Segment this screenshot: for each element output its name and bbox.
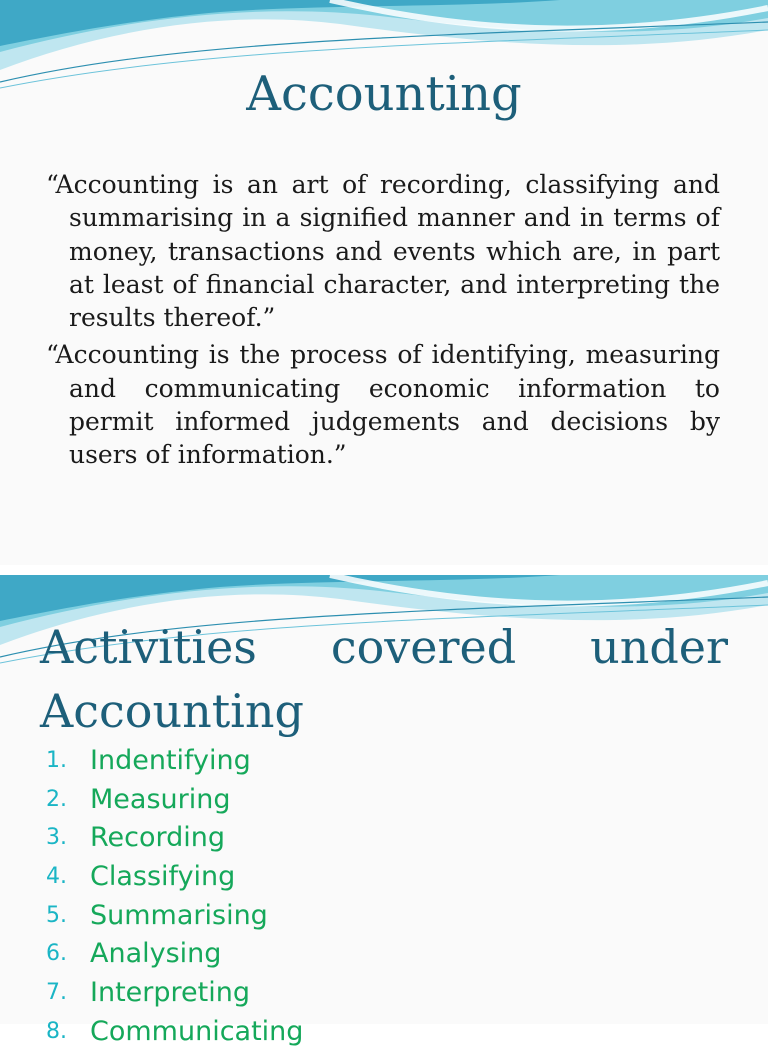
list-label: Interpreting [90, 976, 250, 1008]
definition-paragraph: “Accounting is the process of identifying, measuring and communicating economic information to permit informed judgements and decisions by users of information.” [46, 340, 720, 470]
list-label: Measuring [90, 783, 231, 815]
definition-body [46, 168, 720, 476]
list-item [46, 818, 746, 857]
list-label: Recording [90, 822, 226, 854]
list-label: Summarising [90, 899, 268, 931]
slide-title [40, 615, 728, 743]
list-number: 7. [46, 979, 67, 1005]
list-number: 3. [46, 825, 67, 851]
list-number: 1. [46, 747, 67, 773]
list-number: 5. [46, 902, 67, 928]
title-word: under [590, 620, 728, 674]
list-item [46, 896, 746, 935]
list-item [46, 1012, 746, 1051]
list-number: 4. [46, 863, 67, 889]
list-item [46, 973, 746, 1012]
list-item [46, 741, 746, 780]
definition-paragraph: “Accounting is an art of recording, classifying and summarising in a signified manner and in terms of money, transactions and events which are, in part at least of financial character, and interpreting the results thereof.” [46, 170, 720, 333]
title-word: covered [330, 620, 517, 674]
list-item [46, 857, 746, 896]
title-word: Activities [40, 620, 257, 674]
slide-activities [0, 575, 768, 1047]
list-number: 8. [46, 1018, 67, 1044]
list-label: Classifying [90, 860, 236, 892]
list-item [46, 780, 746, 819]
list-item [46, 934, 746, 973]
list-number: 6. [46, 941, 67, 967]
activities-list [46, 741, 746, 1051]
slide-title: Accounting [246, 66, 522, 122]
title-line-2: Accounting [40, 684, 304, 738]
list-number: 2. [46, 786, 67, 812]
title-line-1 [40, 615, 728, 679]
list-label: Communicating [90, 1015, 304, 1047]
list-label: Indentifying [90, 744, 251, 776]
list-label: Analysing [90, 938, 222, 970]
